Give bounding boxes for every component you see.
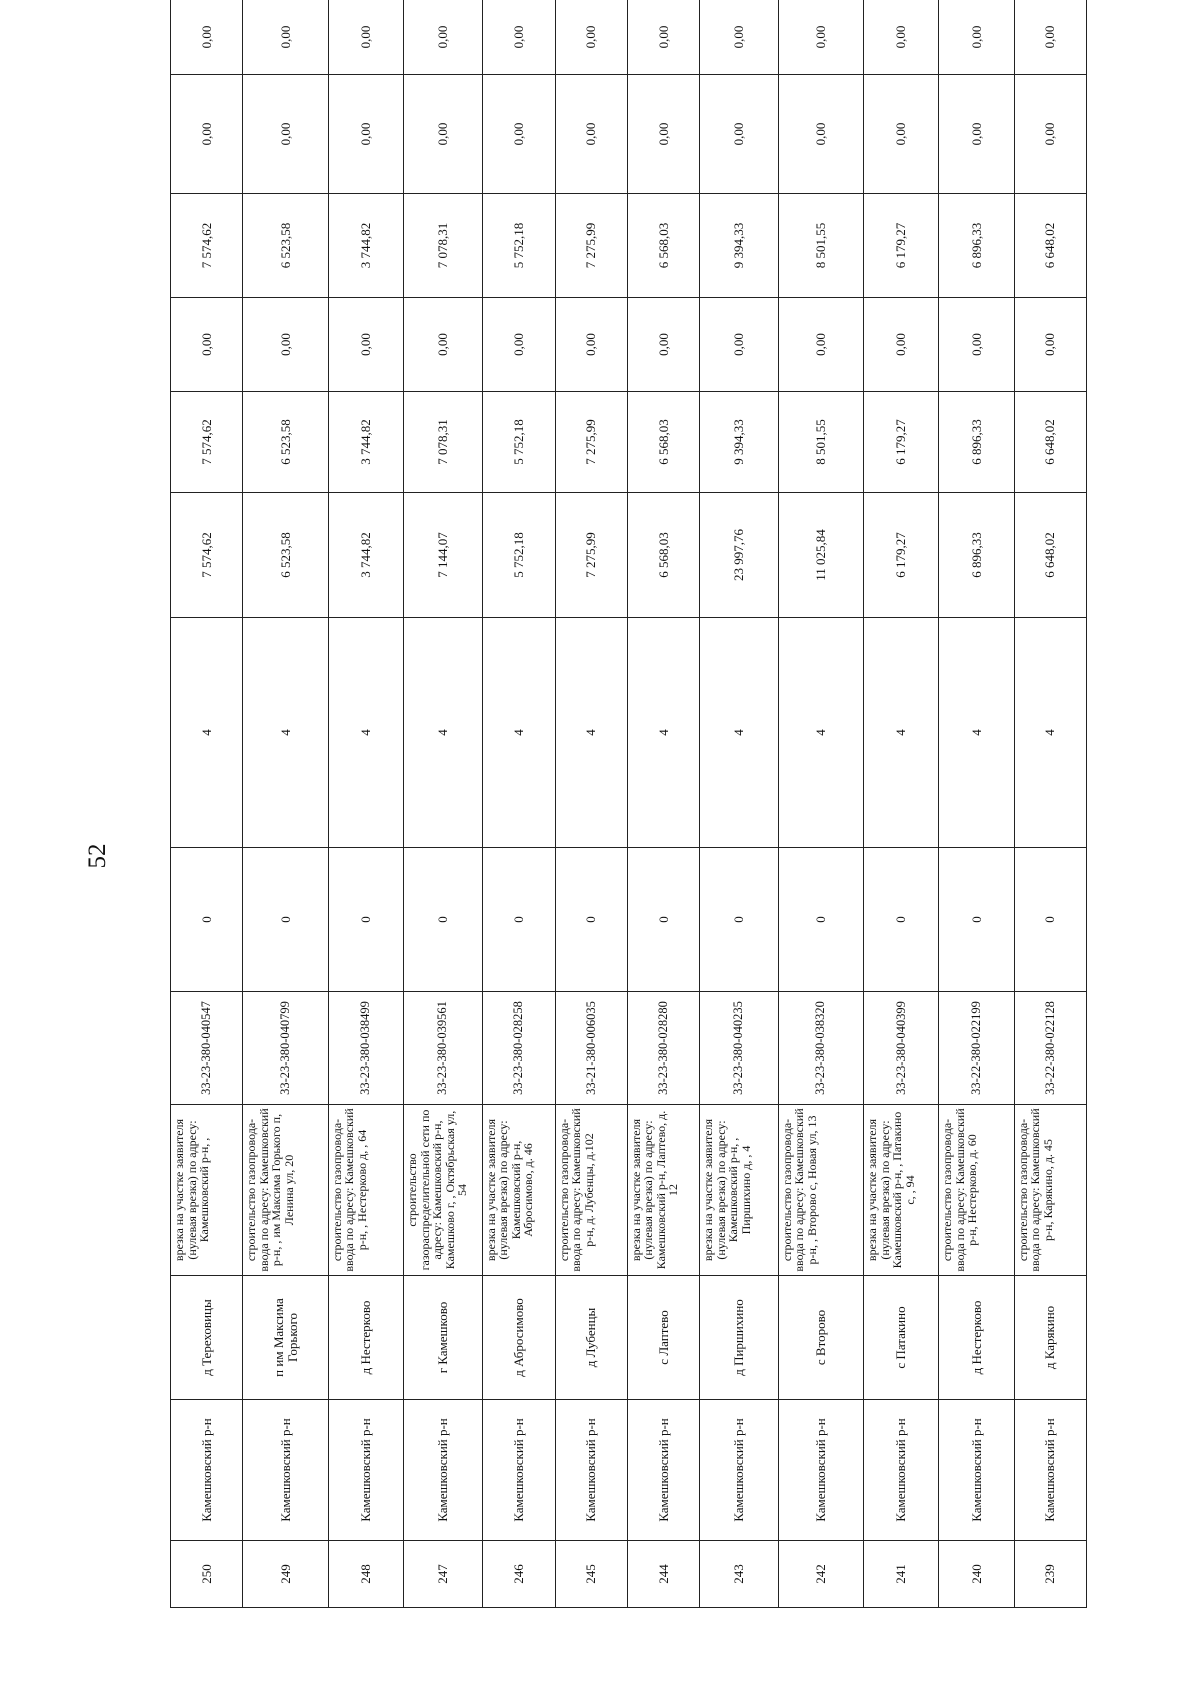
col7-cell: 4 — [555, 618, 627, 848]
col11-cell: 7 574,62 — [171, 194, 243, 298]
row-number: 247 — [404, 1541, 482, 1608]
locality-cell: д Абросимово — [482, 1276, 555, 1400]
col13-cell: 0,00 — [243, 0, 329, 75]
col9-cell: 7 275,99 — [555, 392, 627, 493]
col8-cell: 6 179,27 — [864, 493, 939, 618]
col12-cell: 0,00 — [864, 75, 939, 194]
col7-cell: 4 — [243, 618, 329, 848]
locality-cell: д Карякино — [1014, 1276, 1086, 1400]
col8-cell: 7 574,62 — [171, 493, 243, 618]
district-cell: Камешковский р-н — [404, 1400, 482, 1541]
col11-cell: 3 744,82 — [328, 194, 403, 298]
col6-cell: 0 — [700, 848, 778, 992]
page-number: 52 — [84, 843, 111, 869]
description-cell: врезка на участке заявителя (нулевая врезка) по адресу: Камешковский р-н, , Патакино с, , 94 — [864, 1105, 939, 1276]
col6-cell: 0 — [627, 848, 699, 992]
code-cell: 33-22-380-022199 — [939, 992, 1014, 1105]
col12-cell: 0,00 — [555, 75, 627, 194]
description-cell: строительство газопровода-ввода по адресу: Камешковский р-н, д. Лубенцы, д.102 — [555, 1105, 627, 1276]
col7-cell: 4 — [939, 618, 1014, 848]
table-body — [171, 0, 1087, 1608]
district-cell: Камешковский р-н — [328, 1400, 403, 1541]
row-number: 245 — [555, 1541, 627, 1608]
col11-cell: 7 275,99 — [555, 194, 627, 298]
table-row — [328, 0, 403, 1608]
col6-cell: 0 — [328, 848, 403, 992]
col13-cell: 0,00 — [627, 0, 699, 75]
col7-cell: 4 — [1014, 618, 1086, 848]
col11-cell: 6 648,02 — [1014, 194, 1086, 298]
col11-cell: 9 394,33 — [700, 194, 778, 298]
description-cell: врезка на участке заявителя (нулевая врезка) по адресу: Камешковский р-н, , — [171, 1105, 243, 1276]
col12-cell: 0,00 — [482, 75, 555, 194]
col10-cell: 0,00 — [1014, 298, 1086, 392]
district-cell: Камешковский р-н — [243, 1400, 329, 1541]
row-number: 248 — [328, 1541, 403, 1608]
col6-cell: 0 — [778, 848, 864, 992]
locality-cell: д Нестерково — [939, 1276, 1014, 1400]
district-cell: Камешковский р-н — [555, 1400, 627, 1541]
district-cell: Камешковский р-н — [778, 1400, 864, 1541]
col6-cell: 0 — [482, 848, 555, 992]
col9-cell: 6 523,58 — [243, 392, 329, 493]
code-cell: 33-23-380-028280 — [627, 992, 699, 1105]
col10-cell: 0,00 — [555, 298, 627, 392]
district-cell: Камешковский р-н — [700, 1400, 778, 1541]
locality-cell: д Нестерково — [328, 1276, 403, 1400]
row-number: 244 — [627, 1541, 699, 1608]
col10-cell: 0,00 — [404, 298, 482, 392]
code-cell: 33-23-380-028258 — [482, 992, 555, 1105]
col7-cell: 4 — [700, 618, 778, 848]
table-row — [171, 0, 243, 1608]
col11-cell: 6 523,58 — [243, 194, 329, 298]
col8-cell: 6 896,33 — [939, 493, 1014, 618]
col6-cell: 0 — [404, 848, 482, 992]
col9-cell: 6 648,02 — [1014, 392, 1086, 493]
code-cell: 33-23-380-038499 — [328, 992, 403, 1105]
col13-cell: 0,00 — [555, 0, 627, 75]
col13-cell: 0,00 — [404, 0, 482, 75]
row-number: 241 — [864, 1541, 939, 1608]
locality-cell: д Лубенцы — [555, 1276, 627, 1400]
district-cell: Камешковский р-н — [1014, 1400, 1086, 1541]
description-cell: строительство газопровода-ввода по адресу: Камешковский р-н, , Второво с, Новая ул, 13 — [778, 1105, 864, 1276]
row-number: 250 — [171, 1541, 243, 1608]
table-row — [482, 0, 555, 1608]
district-cell: Камешковский р-н — [171, 1400, 243, 1541]
description-cell: строительство газораспределительной сети по адресу: Камешковский р-н, Камешково г, , Октябрьская ул, 54 — [404, 1105, 482, 1276]
code-cell: 33-23-380-040799 — [243, 992, 329, 1105]
locality-cell: с Патакино — [864, 1276, 939, 1400]
locality-cell: п им Максима Горького — [243, 1276, 329, 1400]
table-row — [555, 0, 627, 1608]
col8-cell: 5 752,18 — [482, 493, 555, 618]
col7-cell: 4 — [404, 618, 482, 848]
col12-cell: 0,00 — [404, 75, 482, 194]
table-row — [1014, 0, 1086, 1608]
col10-cell: 0,00 — [328, 298, 403, 392]
col7-cell: 4 — [482, 618, 555, 848]
col6-cell: 0 — [864, 848, 939, 992]
col7-cell: 4 — [864, 618, 939, 848]
col10-cell: 0,00 — [939, 298, 1014, 392]
col10-cell: 0,00 — [627, 298, 699, 392]
col11-cell: 7 078,31 — [404, 194, 482, 298]
col11-cell: 6 179,27 — [864, 194, 939, 298]
table-sheet — [170, 25, 1087, 1608]
col11-cell: 6 896,33 — [939, 194, 1014, 298]
description-cell: строительство газопровода-ввода по адресу: Камешковский р-н, Карякино, д. 45 — [1014, 1105, 1086, 1276]
col12-cell: 0,00 — [171, 75, 243, 194]
col8-cell: 6 648,02 — [1014, 493, 1086, 618]
col8-cell: 6 523,58 — [243, 493, 329, 618]
col10-cell: 0,00 — [171, 298, 243, 392]
row-number: 249 — [243, 1541, 329, 1608]
table-row — [700, 0, 778, 1608]
col8-cell: 3 744,82 — [328, 493, 403, 618]
code-cell: 33-23-380-038320 — [778, 992, 864, 1105]
col13-cell: 0,00 — [700, 0, 778, 75]
col9-cell: 6 568,03 — [627, 392, 699, 493]
table-row — [243, 0, 329, 1608]
description-cell: врезка на участке заявителя (нулевая врезка) по адресу: Камешковский р-н, , Пиршихино д, , 4 — [700, 1105, 778, 1276]
row-number: 242 — [778, 1541, 864, 1608]
table-row — [778, 0, 864, 1608]
col11-cell: 5 752,18 — [482, 194, 555, 298]
district-cell: Камешковский р-н — [864, 1400, 939, 1541]
col6-cell: 0 — [243, 848, 329, 992]
col13-cell: 0,00 — [778, 0, 864, 75]
col6-cell: 0 — [171, 848, 243, 992]
col9-cell: 7 574,62 — [171, 392, 243, 493]
col9-cell: 8 501,55 — [778, 392, 864, 493]
data-table — [170, 0, 1087, 1608]
col6-cell: 0 — [555, 848, 627, 992]
district-cell: Камешковский р-н — [482, 1400, 555, 1541]
col11-cell: 6 568,03 — [627, 194, 699, 298]
table-row — [939, 0, 1014, 1608]
col9-cell: 3 744,82 — [328, 392, 403, 493]
district-cell: Камешковский р-н — [627, 1400, 699, 1541]
col10-cell: 0,00 — [778, 298, 864, 392]
col8-cell: 11 025,84 — [778, 493, 864, 618]
col13-cell: 0,00 — [171, 0, 243, 75]
description-cell: строительство газопровода-ввода по адресу: Камешковский р-н, , Нестерково д, , 64 — [328, 1105, 403, 1276]
col11-cell: 8 501,55 — [778, 194, 864, 298]
col12-cell: 0,00 — [328, 75, 403, 194]
col9-cell: 6 896,33 — [939, 392, 1014, 493]
description-cell: врезка на участке заявителя (нулевая врезка) по адресу: Камешковский р-н, Лаптево, д. 12 — [627, 1105, 699, 1276]
code-cell: 33-23-380-040235 — [700, 992, 778, 1105]
code-cell: 33-23-380-039561 — [404, 992, 482, 1105]
col10-cell: 0,00 — [243, 298, 329, 392]
row-number: 239 — [1014, 1541, 1086, 1608]
col7-cell: 4 — [627, 618, 699, 848]
col10-cell: 0,00 — [700, 298, 778, 392]
col7-cell: 4 — [328, 618, 403, 848]
description-cell: врезка на участке заявителя (нулевая врезка) по адресу: Камешковский р-н, Абросимово, д. 46 — [482, 1105, 555, 1276]
col12-cell: 0,00 — [939, 75, 1014, 194]
table-row — [404, 0, 482, 1608]
col12-cell: 0,00 — [700, 75, 778, 194]
col8-cell: 23 997,76 — [700, 493, 778, 618]
col8-cell: 7 144,07 — [404, 493, 482, 618]
row-number: 246 — [482, 1541, 555, 1608]
row-number: 243 — [700, 1541, 778, 1608]
col6-cell: 0 — [1014, 848, 1086, 992]
locality-cell: г Камешково — [404, 1276, 482, 1400]
locality-cell: с Лаптево — [627, 1276, 699, 1400]
code-cell: 33-22-380-022128 — [1014, 992, 1086, 1105]
code-cell: 33-23-380-040399 — [864, 992, 939, 1105]
district-cell: Камешковский р-н — [939, 1400, 1014, 1541]
col12-cell: 0,00 — [243, 75, 329, 194]
col8-cell: 6 568,03 — [627, 493, 699, 618]
col6-cell: 0 — [939, 848, 1014, 992]
table-row — [627, 0, 699, 1608]
description-cell: строительство газопровода-ввода по адресу: Камешковский р-н, , им Максима Горького п, Ленина ул, 20 — [243, 1105, 329, 1276]
locality-cell: д Пиршихино — [700, 1276, 778, 1400]
locality-cell: д Тереховицы — [171, 1276, 243, 1400]
col8-cell: 7 275,99 — [555, 493, 627, 618]
col10-cell: 0,00 — [864, 298, 939, 392]
col13-cell: 0,00 — [482, 0, 555, 75]
col13-cell: 0,00 — [864, 0, 939, 75]
table-row — [864, 0, 939, 1608]
col12-cell: 0,00 — [1014, 75, 1086, 194]
col9-cell: 6 179,27 — [864, 392, 939, 493]
code-cell: 33-21-380-006035 — [555, 992, 627, 1105]
code-cell: 33-23-380-040547 — [171, 992, 243, 1105]
row-number: 240 — [939, 1541, 1014, 1608]
locality-cell: с Второво — [778, 1276, 864, 1400]
col12-cell: 0,00 — [627, 75, 699, 194]
description-cell: строительство газопровода-ввода по адресу: Камешковский р-н, Нестерково, д. 60 — [939, 1105, 1014, 1276]
col9-cell: 9 394,33 — [700, 392, 778, 493]
col12-cell: 0,00 — [778, 75, 864, 194]
col9-cell: 7 078,31 — [404, 392, 482, 493]
col10-cell: 0,00 — [482, 298, 555, 392]
col7-cell: 4 — [171, 618, 243, 848]
col9-cell: 5 752,18 — [482, 392, 555, 493]
col13-cell: 0,00 — [328, 0, 403, 75]
col13-cell: 0,00 — [1014, 0, 1086, 75]
col13-cell: 0,00 — [939, 0, 1014, 75]
col7-cell: 4 — [778, 618, 864, 848]
